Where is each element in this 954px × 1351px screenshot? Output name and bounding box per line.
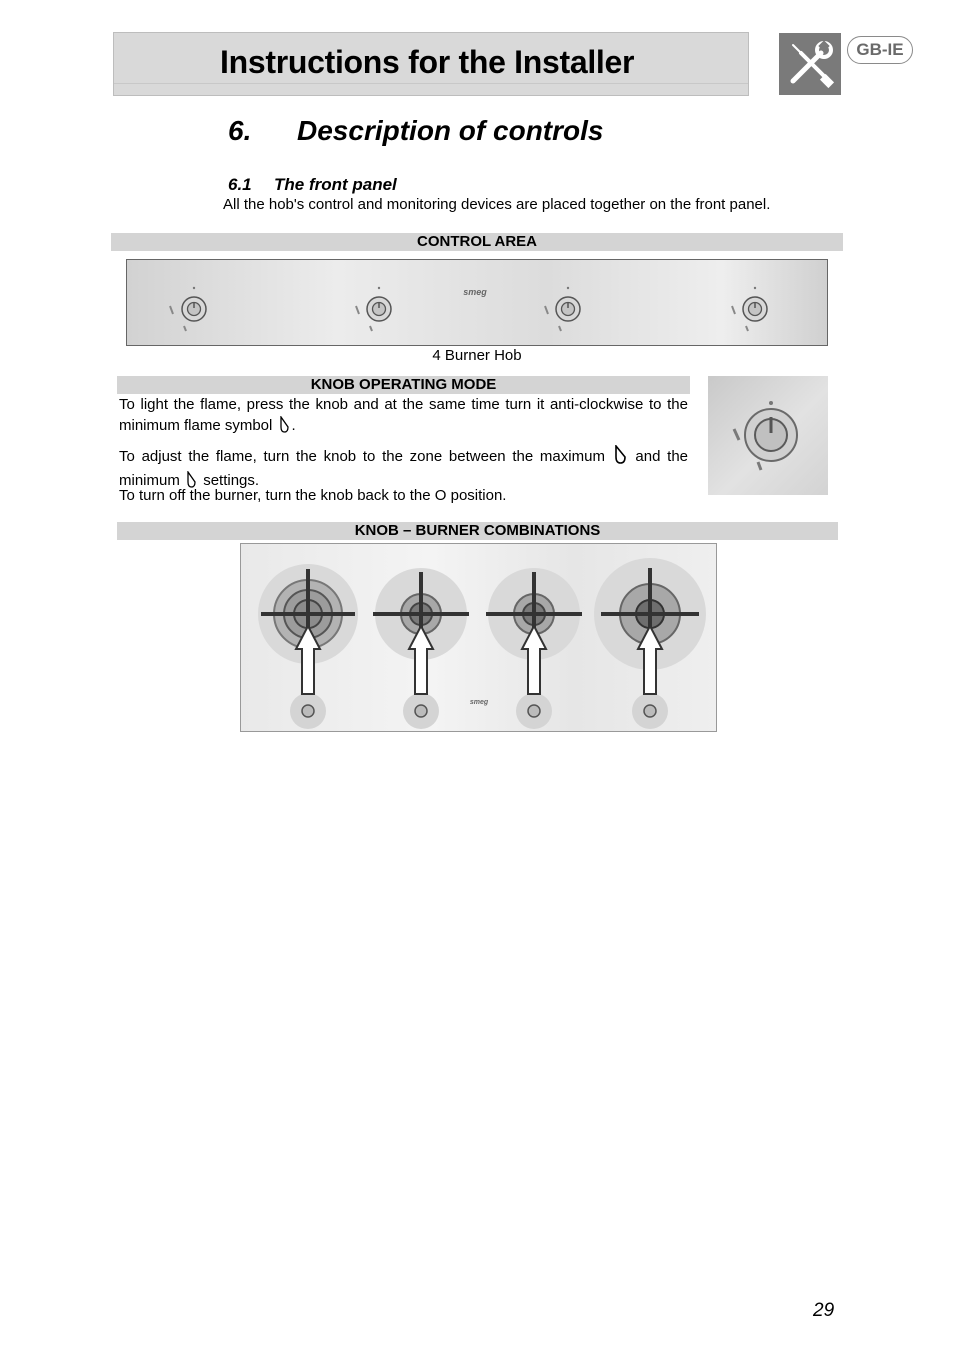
max-flame-icon: [614, 445, 627, 470]
brand-logo-2: smeg: [469, 699, 489, 706]
section-number: 6.: [228, 115, 252, 146]
subsection-number: 6.1: [228, 175, 252, 194]
control-knob-4: [732, 287, 767, 331]
combo-knob-1: [290, 693, 326, 729]
control-knob-1: [170, 287, 206, 331]
min-flame-icon: [279, 416, 290, 439]
combo-knob-2: [403, 693, 439, 729]
combo-knob-3: [516, 693, 552, 729]
subsection-title: [228, 175, 397, 195]
knob-burner-combinations-heading: KNOB – BURNER COMBINATIONS: [117, 522, 838, 540]
page-header-title: Instructions for the Installer: [220, 44, 635, 80]
knob-instruction-adjust-text: To adjust the flame, turn the knob to the zone between the maximum: [119, 448, 605, 465]
section-title: [228, 115, 603, 147]
subsection-title-text: The front panel: [274, 175, 397, 194]
page-number: 29: [813, 1300, 835, 1321]
intro-text: All the hob's control and monitoring devices are placed together on the front panel.: [223, 196, 771, 213]
control-knob-3: [545, 287, 580, 331]
knob-operating-mode-heading: KNOB OPERATING MODE: [117, 376, 690, 394]
knob-burner-diagram: [240, 543, 717, 732]
knob-instruction-light-end: .: [291, 417, 296, 434]
knob-instruction-light-text: To light the flame, press the knob and at the same time turn it anti-clockwise to the minimum flame symbol: [119, 396, 688, 434]
control-area-caption: 4 Burner Hob: [432, 347, 522, 364]
combo-knob-4: [632, 693, 668, 729]
knob-instruction-off: To turn off the burner, turn the knob back to the O position.: [119, 487, 507, 504]
knob-instruction-light: [119, 394, 688, 439]
section-title-text: Description of controls: [297, 115, 604, 146]
control-area-heading: CONTROL AREA: [111, 233, 843, 251]
control-knob-2: [356, 287, 391, 331]
knob-instruction-adjust-middle: and the minimum: [119, 448, 689, 489]
brand-logo-1: smeg: [463, 287, 487, 297]
knob-instruction-adjust-end: settings.: [203, 472, 260, 489]
wrench-screwdriver-icon: [779, 33, 841, 95]
knob-image: [708, 376, 828, 495]
region-badge: GB-IE: [847, 36, 913, 64]
control-panel-image: [126, 259, 828, 346]
